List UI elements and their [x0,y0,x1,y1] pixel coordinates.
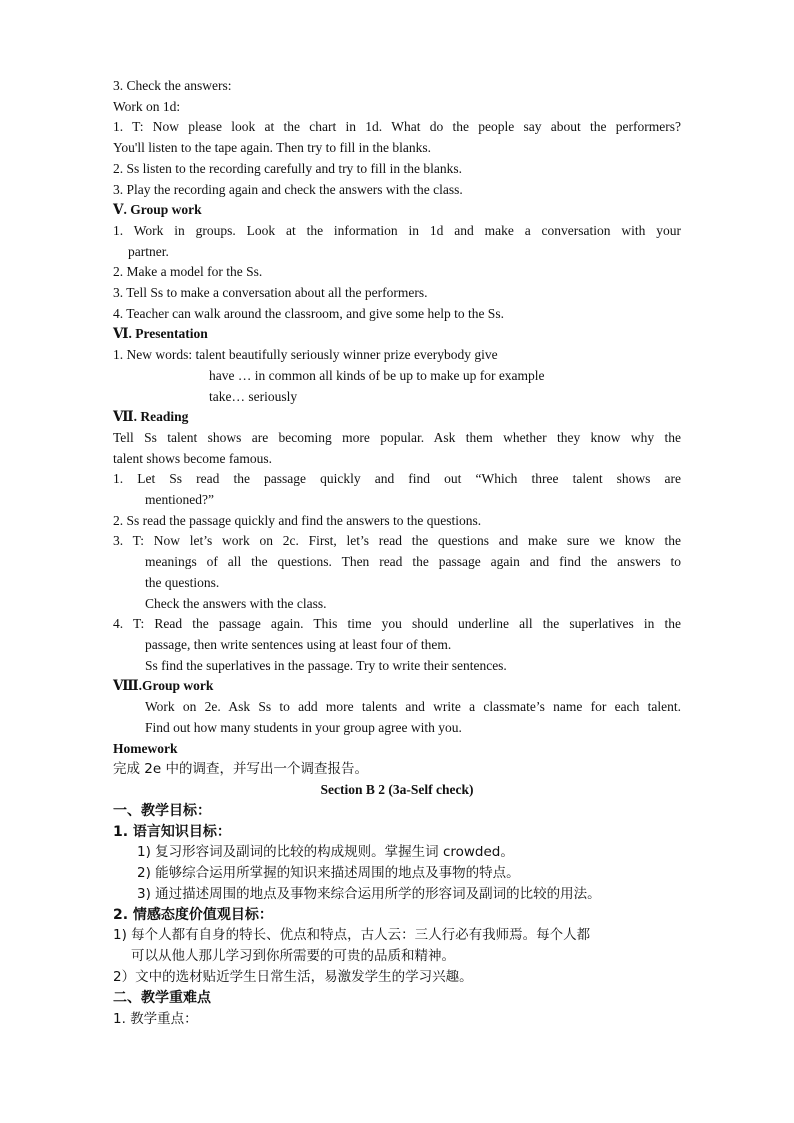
reading-item1-line2: mentioned?” [145,492,214,508]
reading-item3-line2: meanings of all the questions. Then read the passage again and find the answers to [145,554,681,570]
group-work2-heading: Ⅷ.Group work [113,678,214,694]
language-goals-heading: 1. 语言知识目标： [113,823,231,840]
teaching-key-points: 1. 教学重点： [113,1010,198,1027]
reading-item3-line1: 3. T: Now let’s work on 2c. First, let’s read the questions and make sure we know the [113,533,681,549]
group-work2-line2: Find out how many students in your group agree with you. [145,719,462,735]
language-goal-3: 3) 通过描述周围的地点及事物来综合运用所学的形容词及副词的比较的用法。 [137,885,601,902]
check-step3: 3. Check the answers: [113,78,232,93]
group-work-item1-line1: 1. Work in groups. Look at the information in 1d and make a conversation with your [113,222,681,238]
reading-item2: 2. Ss read the passage quickly and find the answers to the questions. [113,512,482,528]
emotion-goals-heading: 2. 情感态度价值观目标： [113,906,273,923]
check-item1-line2: You'll listen to the tape again. Then try to fill in the blanks. [113,140,432,156]
document-page [113,76,681,1029]
homework-heading: Homework [113,740,178,756]
reading-intro-line1: Tell Ss talent shows are becoming more popular. Ask them whether they know why the [113,429,681,445]
reading-item4-line2: passage, then write sentences using at least four of them. [145,636,452,652]
teaching-goals-heading: 一、教学目标： [113,802,211,819]
reading-item4-line1: 4. T: Read the passage again. This time you should underline all the superlatives in the [113,616,681,632]
work-1d-label: Work on 1d: [113,98,181,114]
check-item3: 3. Play the recording again and check the answers with the class. [113,181,463,197]
reading-heading: Ⅶ. Reading [113,409,189,425]
reading-item3-line4: Check the answers with the class. [145,595,327,611]
reading-item4-line3: Ss find the superlatives in the passage. Try to write their sentences. [145,657,507,673]
new-words-line1: 1. New words: talent beautifully seriously winner prize everybody give [113,347,498,363]
emotion-goal-1-line2: 可以从他人那儿学习到你所需要的可贵的品质和精神。 [131,948,455,965]
check-item1-line1: 1. T: Now please look at the chart in 1d. What do the people say about the performers? [113,119,681,135]
key-difficulties-heading: 二、教学重难点 [113,989,211,1006]
emotion-goal-1-line1: 1) 每个人都有自身的特长、优点和特点，古人云：三人行必有我师焉。每个人都 [113,927,591,944]
group-work-item1-line2: partner. [128,243,169,259]
section-title: Section B 2 (3a-Self check) [320,782,474,797]
group-work-item4: 4. Teacher can walk around the classroom, and give some help to the Ss. [113,305,504,321]
reading-item3-line3: the questions. [145,574,220,590]
new-words-line2: have … in common all kinds of be up to make up for example [209,367,545,383]
emotion-goal-2: 2）文中的选材贴近学生日常生活，易激发学生的学习兴趣。 [113,969,473,986]
group-work-heading: Ⅴ. Group work [113,202,202,218]
language-goal-2: 2) 能够综合运用所掌握的知识来描述周围的地点及事物的特点。 [137,865,520,882]
group-work-item2: 2. Make a model for the Ss. [113,264,263,280]
reading-intro-line2: talent shows become famous. [113,450,272,466]
reading-item1-line1: 1. Let Ss read the passage quickly and find out “Which three talent shows are [113,471,681,487]
group-work-item3: 3. Tell Ss to make a conversation about all the performers. [113,285,428,301]
language-goal-1: 1) 复习形容词及副词的比较的构成规则。掌握生词 crowded。 [137,844,514,861]
group-work2-line1: Work on 2e. Ask Ss to add more talents and write a classmate’s name for each talent. [145,699,681,715]
new-words-line3: take… seriously [209,388,298,404]
presentation-heading: Ⅵ. Presentation [113,326,208,342]
homework-text: 完成 2e 中的调查，并写出一个调查报告。 [113,761,368,778]
check-item2: 2. Ss listen to the recording carefully and try to fill in the blanks. [113,160,463,176]
